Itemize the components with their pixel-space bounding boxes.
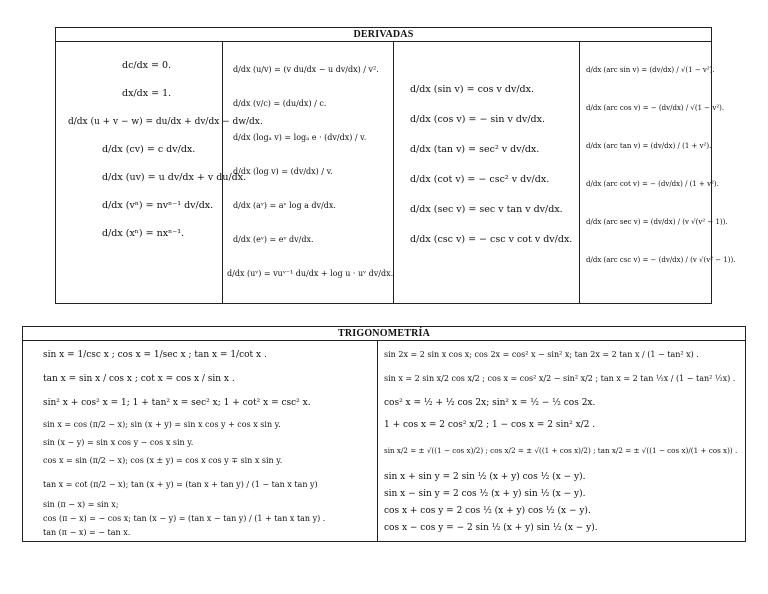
formula: dc/dx = 0.	[122, 60, 172, 71]
formula: d/dx (aᵛ) = aᵛ log a dv/dx.	[233, 201, 336, 210]
formula: d/dx (uᵛ) = vuᵛ⁻¹ du/dx + log u · uᵛ dv/dx.	[227, 269, 394, 278]
formula: sin x = cos (π/2 − x); sin (x + y) = sin x cos y + cos x sin y.	[43, 420, 281, 429]
trig-col-multiple-angles	[377, 341, 745, 542]
formula: sin² x + cos² x = 1; 1 + tan² x = sec² x; 1 + cot² x = csc² x.	[43, 398, 311, 408]
formula: cos x + cos y = 2 cos ½ (x + y) cos ½ (x − y).	[384, 506, 591, 516]
formula: d/dx (xⁿ) = nxⁿ⁻¹.	[102, 228, 185, 239]
formula: d/dx (eᵛ) = eᵛ dv/dx.	[233, 235, 314, 244]
formula: cos² x = ½ + ½ cos 2x; sin² x = ½ − ½ cos 2x.	[384, 398, 596, 408]
formula: sin x − sin y = 2 cos ½ (x + y) sin ½ (x − y).	[384, 489, 586, 499]
derivadas-title: DERIVADAS	[56, 28, 711, 42]
formula: dx/dx = 1.	[122, 88, 172, 99]
formula: d/dx (sec v) = sec v tan v dv/dx.	[410, 204, 563, 215]
formula: sin 2x = 2 sin x cos x; cos 2x = cos² x − sin² x; tan 2x = 2 tan x / (1 − tan² x) .	[384, 350, 699, 359]
formula: d/dx (arc csc v) = − (dv/dx) / (v √(v² − 1)).	[586, 256, 736, 264]
formula: sin x = 2 sin x/2 cos x/2 ; cos x = cos² x/2 − sin² x/2 ; tan x = 2 tan ½x / (1 − tan² ½x) .	[384, 374, 736, 383]
formula: d/dx (arc cos v) = − (dv/dx) / √(1 − v²).	[586, 104, 725, 112]
formula: sin x = 1/csc x ; cos x = 1/sec x ; tan x = 1/cot x .	[43, 350, 267, 360]
formula: sin (x − y) = sin x cos y − cos x sin y.	[43, 438, 194, 447]
formula: cos (π − x) = − cos x; tan (x − y) = (tan x − tan y) / (1 + tan x tan y) .	[43, 514, 326, 523]
trig-col-identities	[23, 341, 377, 542]
derivadas-table	[55, 27, 736, 304]
formula: d/dx (arc cot v) = − (dv/dx) / (1 + v²).	[586, 180, 719, 188]
formula: d/dx (u + v − w) = du/dx + dv/dx − dw/dx.	[68, 117, 263, 127]
formula: d/dx (log v) = (dv/dx) / v.	[233, 167, 333, 176]
formula: d/dx (arc tan v) = (dv/dx) / (1 + v²).	[586, 142, 712, 150]
trigonometria-table	[22, 326, 746, 542]
derivadas-col-arc	[579, 42, 736, 304]
formula: d/dx (logₐ v) = logₐ e · (dv/dx) / v.	[233, 133, 367, 142]
trigonometria-title: TRIGONOMETRÍA	[23, 327, 745, 341]
formula: sin x + sin y = 2 sin ½ (x + y) cos ½ (x − y).	[384, 472, 586, 482]
formula: 1 + cos x = 2 cos² x/2 ; 1 − cos x = 2 sin² x/2 .	[384, 420, 596, 430]
derivadas-col-basic	[56, 42, 263, 304]
formula: d/dx (cot v) = − csc² v dv/dx.	[410, 174, 550, 185]
formula: d/dx (arc sec v) = (dv/dx) / (v √(v² − 1)).	[586, 218, 728, 226]
derivadas-col-trig	[393, 42, 579, 304]
formula: d/dx (vⁿ) = nvⁿ⁻¹ dv/dx.	[102, 200, 214, 211]
formula: cos x = sin (π/2 − x); cos (x ± y) = cos x cos y ∓ sin x sin y.	[43, 456, 283, 465]
formula: tan x = sin x / cos x ; cot x = cos x / sin x .	[43, 374, 235, 384]
formula: d/dx (cv) = c dv/dx.	[102, 144, 196, 155]
formula: cos x − cos y = − 2 sin ½ (x + y) sin ½ (x − y).	[384, 523, 598, 533]
formula: d/dx (v/c) = (du/dx) / c.	[233, 99, 327, 108]
formula: d/dx (u/v) = (v du/dx − u dv/dx) / v².	[233, 65, 379, 74]
formula: d/dx (tan v) = sec² v dv/dx.	[410, 144, 540, 155]
formula: d/dx (uv) = u dv/dx + v du/dx.	[102, 172, 247, 183]
formula: d/dx (csc v) = − csc v cot v dv/dx.	[410, 234, 573, 245]
formula: tan (π − x) = − tan x.	[43, 528, 131, 537]
formula: d/dx (cos v) = − sin v dv/dx.	[410, 114, 545, 125]
formula: d/dx (arc sin v) = (dv/dx) / √(1 − v²).	[586, 66, 715, 74]
derivadas-col-log-exp	[222, 42, 393, 304]
formula: sin (π − x) = sin x;	[43, 500, 119, 509]
formula: tan x = cot (π/2 − x); tan (x + y) = (tan x + tan y) / (1 − tan x tan y)	[43, 480, 318, 489]
formula: d/dx (sin v) = cos v dv/dx.	[410, 84, 535, 95]
formula: sin x/2 = ± √((1 − cos x)/2) ; cos x/2 = ± √((1 + cos x)/2) ; tan x/2 = ± √((1 − cos x)/(1 + cos x)) .	[384, 446, 738, 455]
